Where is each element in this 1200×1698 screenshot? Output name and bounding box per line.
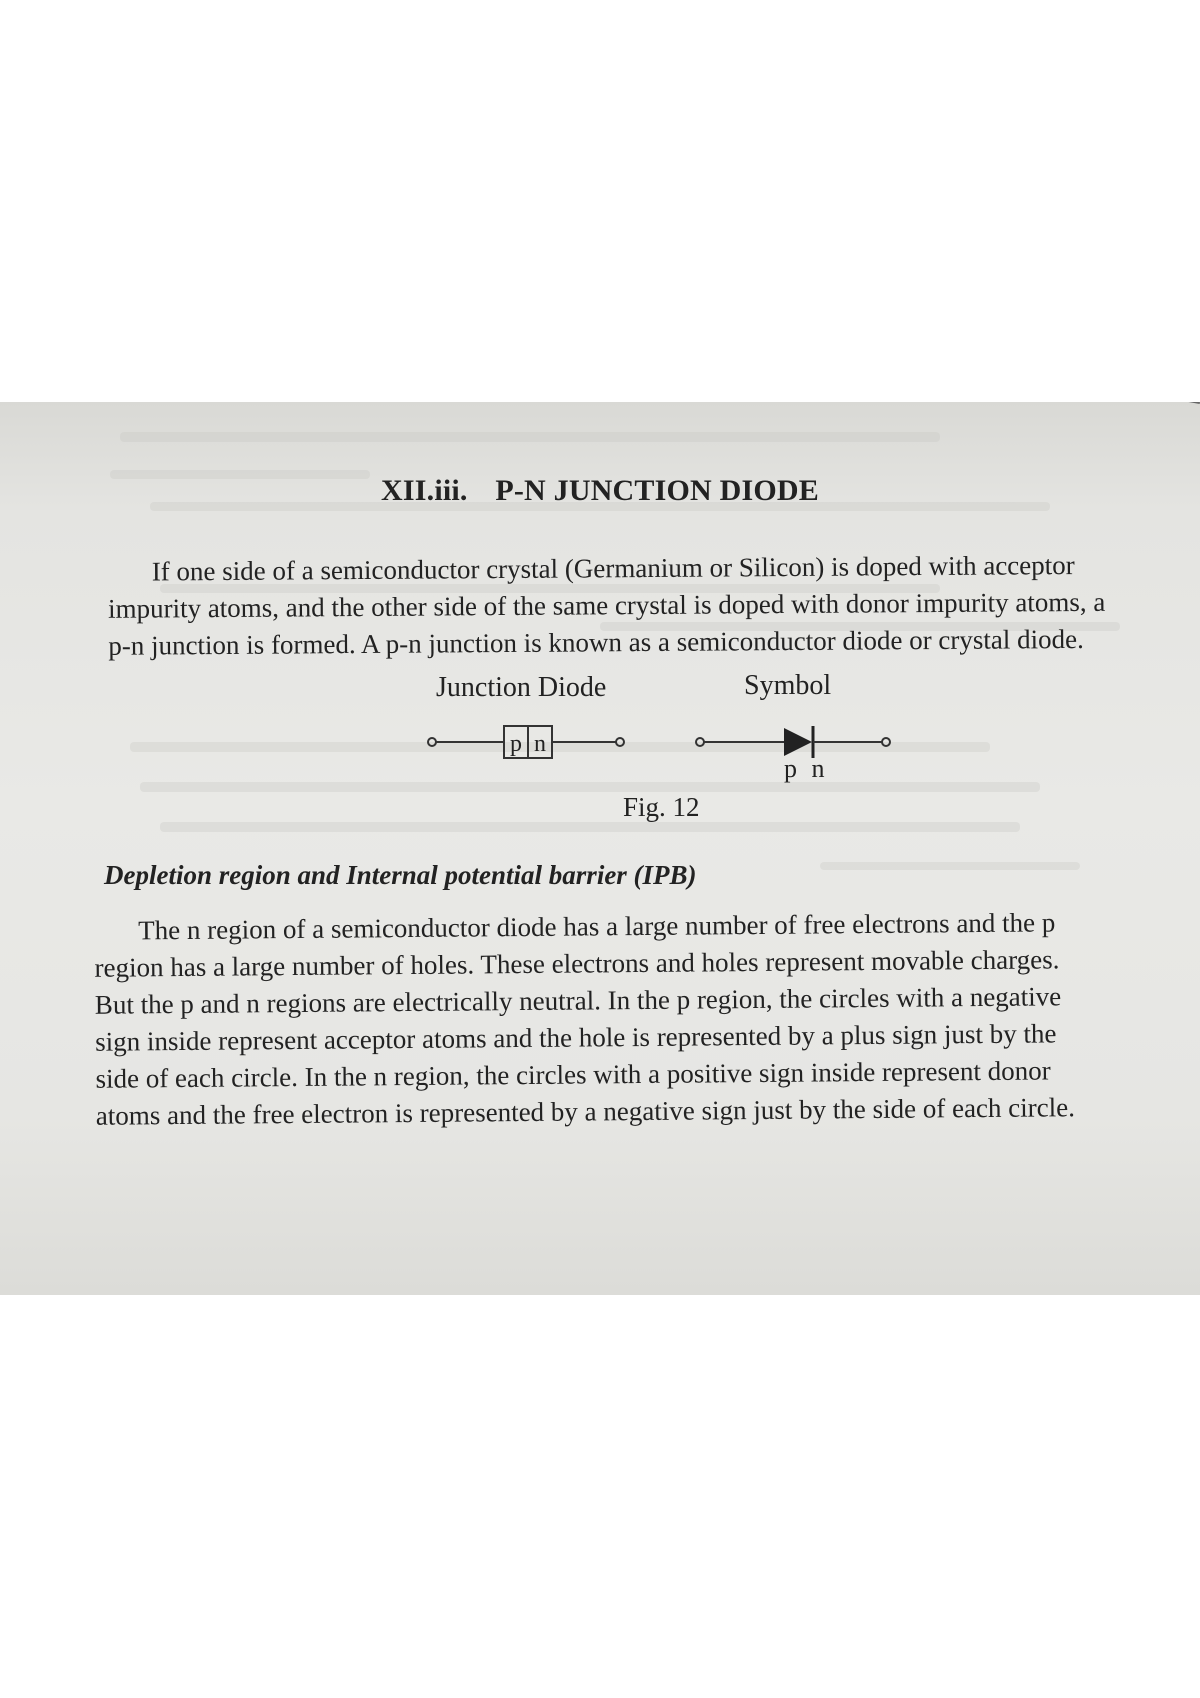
book-page-photo: [0, 402, 1200, 1295]
intro-paragraph: [108, 546, 1189, 665]
bleed-through-texture: [0, 402, 1200, 1295]
subsection-heading: Depletion region and Internal potential barrier (IPB): [104, 860, 697, 890]
paragraph-line: side of each circle. In the n region, the circles with a positive sign inside represent donor: [95, 1055, 1051, 1094]
paragraph-line: sign inside represent acceptor atoms and the hole is represented by a plus sign just by the: [95, 1018, 1057, 1057]
paragraph-line: But the p and n regions are electrically neutral. In the p region, the circles with a negative: [94, 981, 1062, 1020]
paragraph-line: If one side of a semiconductor crystal (Germanium or Silicon) is doped with acceptor: [151, 550, 1075, 587]
symbol-pn-label: p n: [784, 754, 829, 783]
paragraph-line: impurity atoms, and the other side of the same crystal is doped with donor impurity atoms, a: [107, 586, 1106, 624]
paragraph-line: p-n junction is formed. A p-n junction is known as a semiconductor diode or crystal diode.: [108, 623, 1084, 661]
section-title-text: P-N JUNCTION DIODE: [495, 474, 819, 507]
figure-caption: Fig. 12: [623, 792, 700, 822]
paragraph-line: The n region of a semiconductor diode has a large number of free electrons and the p: [138, 907, 1056, 946]
symbol-label: Symbol: [744, 670, 832, 701]
paragraph-line: region has a large number of holes. These electrons and holes represent movable charges.: [94, 944, 1060, 983]
box-n-label: n: [534, 731, 546, 757]
junction-diode-drawing: [428, 726, 624, 758]
junction-diode-label: Junction Diode: [436, 672, 607, 703]
paragraph-line: atoms and the free electron is represented by a negative sign just by the side of each circle.: [95, 1092, 1076, 1131]
depletion-paragraph: [94, 903, 1186, 1135]
section-number: XII.iii.: [381, 474, 468, 507]
box-p-label: p: [510, 731, 522, 757]
section-title: [0, 474, 1200, 508]
